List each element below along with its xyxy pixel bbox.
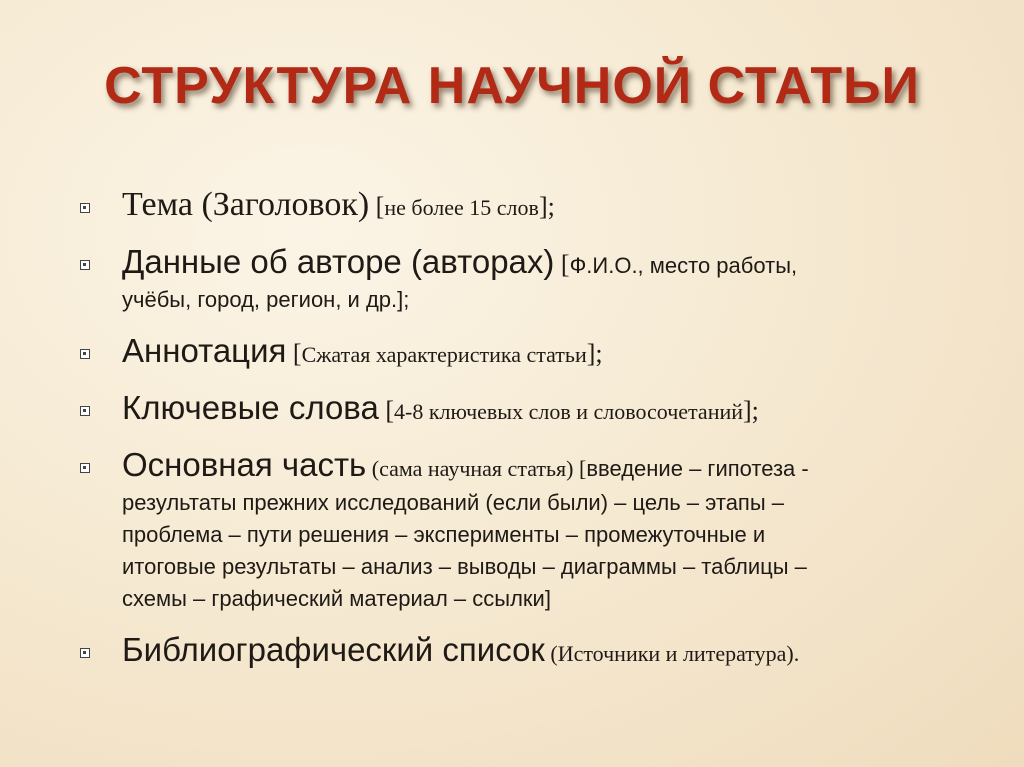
list-item-main-part: [80, 443, 960, 615]
item-note-continued: введение – гипотеза -: [586, 456, 809, 481]
item-main-text: Данные об авторе (авторах): [122, 243, 555, 280]
item-main-text: Ключевые слова: [122, 389, 379, 426]
square-bullet-icon: [80, 648, 90, 658]
list-item-abstract: [80, 329, 960, 373]
item-bracket: ];: [538, 192, 555, 221]
item-bracket: [: [378, 396, 394, 425]
item-main-text: Библиографический список: [122, 631, 545, 668]
square-bullet-icon: [80, 349, 90, 359]
item-note: не более 15 слов: [384, 195, 539, 220]
item-continuation: учёбы, город, регион, и др.];: [122, 287, 410, 312]
list-item-topic: [80, 183, 960, 227]
square-bullet-icon: [80, 463, 90, 473]
item-bracket: ];: [743, 396, 759, 425]
item-continuation: проблема – пути решения – эксперименты – промежуточные и: [122, 522, 766, 547]
item-continuation: итоговые результаты – анализ – выводы – диаграммы – таблицы –: [122, 554, 807, 579]
item-note: Ф.И.О., место работы,: [569, 253, 798, 278]
item-bracket: ];: [586, 339, 603, 368]
item-note: (Источники и литература).: [544, 641, 800, 666]
item-note: 4-8 ключевых слов и словосочетаний: [394, 399, 744, 424]
slide-title: СТРУКТУРА НАУЧНОЙ СТАТЬИ: [104, 57, 920, 115]
item-bracket: [: [554, 250, 570, 279]
content-list: [80, 183, 960, 685]
square-bullet-icon: [80, 406, 90, 416]
square-bullet-icon: [80, 260, 90, 270]
item-bracket: [: [286, 339, 302, 368]
list-item-bibliography: [80, 628, 960, 672]
item-bracket: [: [369, 192, 385, 221]
item-main-text: Тема (Заголовок): [122, 186, 370, 223]
item-continuation: схемы – графический материал – ссылки]: [122, 586, 551, 611]
item-main-text: Аннотация: [122, 332, 287, 369]
item-main-text: Основная часть: [122, 446, 367, 483]
list-item-author-data: [80, 240, 960, 316]
list-item-keywords: [80, 386, 960, 430]
item-continuation: результаты прежних исследований (если были) – цель – этапы –: [122, 490, 784, 515]
square-bullet-icon: [80, 203, 90, 213]
item-note: Сжатая характеристика статьи: [301, 342, 587, 367]
item-note: (сама научная статья) [: [366, 456, 587, 481]
